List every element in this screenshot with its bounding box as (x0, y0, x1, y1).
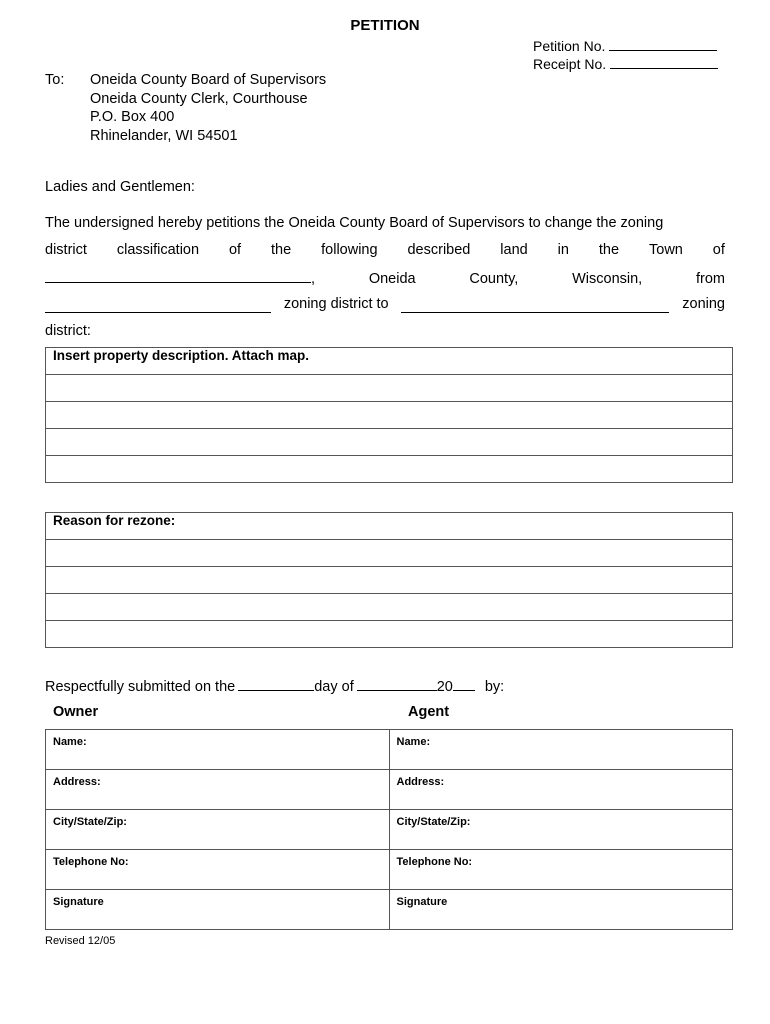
body-word: the (598, 242, 620, 258)
owner-agent-table (45, 729, 733, 930)
reason-line[interactable] (46, 567, 733, 594)
address-line: P.O. Box 400 (90, 109, 175, 125)
receipt-no-field[interactable] (610, 56, 718, 69)
field-label: Address: (396, 776, 445, 788)
submit-prefix: Respectfully submitted on the (45, 679, 236, 695)
body-word: Town (649, 242, 683, 258)
address-line: Oneida County Board of Supervisors (90, 72, 327, 88)
revision-note: Revised 12/05 (45, 935, 116, 947)
day-field[interactable] (238, 677, 314, 691)
body-word: Wisconsin, (572, 271, 643, 287)
body-word: from (696, 271, 725, 287)
property-description-header: Insert property description. Attach map. (46, 348, 733, 375)
recipient-address (45, 71, 326, 145)
agent-address-field[interactable] (389, 770, 733, 810)
field-label: City/State/Zip: (396, 816, 471, 828)
field-label: Address: (53, 776, 101, 788)
town-name-field[interactable] (45, 268, 311, 283)
reason-for-rezone-box (45, 512, 733, 648)
to-label: To: (45, 72, 65, 88)
reason-line[interactable] (46, 621, 733, 648)
owner-city-state-zip-field[interactable] (46, 810, 390, 850)
from-zoning-field[interactable] (45, 298, 271, 313)
property-description-line[interactable] (46, 429, 733, 456)
day-of-label: day of (314, 679, 354, 695)
to-zoning-field[interactable] (401, 298, 669, 313)
greeting: Ladies and Gentlemen: (45, 179, 195, 195)
petition-no-label: Petition No. (533, 38, 606, 54)
by-label: by: (484, 679, 505, 695)
body-line-3 (45, 268, 725, 288)
petition-no-field[interactable] (609, 38, 717, 51)
field-label: Signature (53, 896, 104, 908)
agent-signature-field[interactable] (389, 890, 733, 930)
field-label: Name: (53, 736, 87, 748)
body-word: zoning district to (283, 296, 389, 312)
property-description-box (45, 347, 733, 483)
field-label: Name: (396, 736, 431, 748)
receipt-no-label: Receipt No. (533, 56, 607, 72)
body-word: following (321, 242, 378, 258)
field-label: Telephone No: (53, 856, 129, 868)
body-word: County, (469, 271, 519, 287)
owner-name-field[interactable] (46, 730, 390, 770)
agent-heading: Agent (408, 704, 450, 720)
property-description-line[interactable] (46, 375, 733, 402)
body-word: classification (116, 242, 200, 258)
body-word: described (407, 242, 471, 258)
field-label: Signature (396, 896, 448, 908)
body-word: , (311, 271, 316, 287)
owner-address-field[interactable] (46, 770, 390, 810)
property-description-line[interactable] (46, 402, 733, 429)
reason-line[interactable] (46, 540, 733, 567)
body-word: zoning (682, 296, 725, 312)
body-word: of (228, 242, 242, 258)
body-word: district (45, 242, 87, 258)
reference-numbers (533, 37, 718, 73)
field-label: City/State/Zip: (53, 816, 127, 828)
body-line-4 (45, 295, 725, 313)
year-field[interactable] (453, 677, 475, 691)
address-line: Oneida County Clerk, Courthouse (90, 90, 308, 107)
body-word: Oneida (368, 271, 416, 287)
property-description-line[interactable] (46, 456, 733, 483)
year-prefix: 20 (436, 679, 453, 695)
submission-line (45, 677, 504, 695)
page-title: PETITION (350, 17, 420, 34)
month-field[interactable] (357, 677, 437, 691)
body-line-2 (45, 241, 725, 259)
address-line: Rhinelander, WI 54501 (90, 127, 238, 144)
body-word: in (557, 242, 569, 258)
owner-signature-field[interactable] (46, 890, 390, 930)
field-label: Telephone No: (396, 856, 473, 868)
agent-telephone-field[interactable] (389, 850, 733, 890)
body-word: of (712, 242, 725, 258)
reason-header: Reason for rezone: (46, 513, 733, 540)
owner-telephone-field[interactable] (46, 850, 390, 890)
body-line-5: district: (45, 323, 91, 339)
body-word: land (500, 242, 528, 258)
owner-heading: Owner (53, 704, 99, 720)
body-line-1: The undersigned hereby petitions the Oneida County Board of Supervisors to change the zoning (45, 215, 664, 231)
reason-line[interactable] (46, 594, 733, 621)
agent-city-state-zip-field[interactable] (389, 810, 733, 850)
agent-name-field[interactable] (389, 730, 733, 770)
body-word: the (271, 242, 292, 258)
